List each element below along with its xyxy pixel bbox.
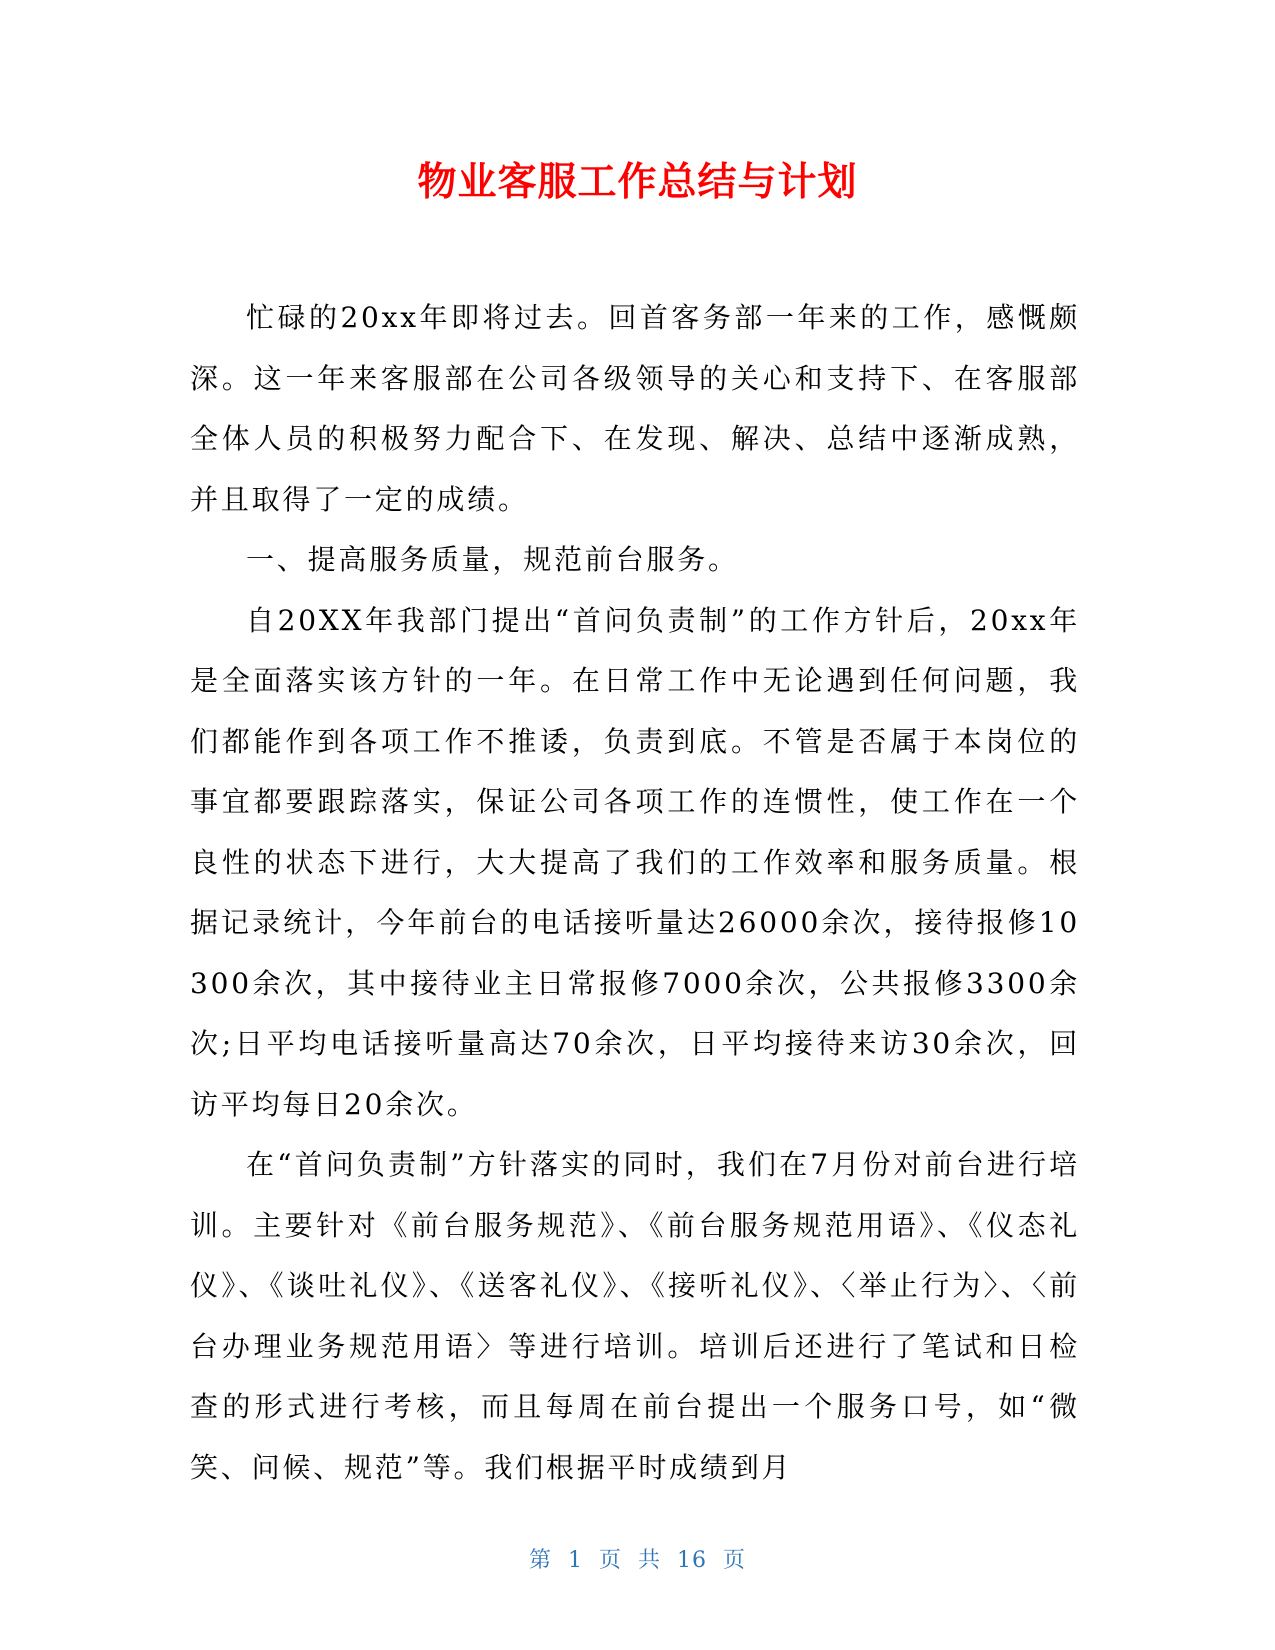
footer-total-pages: 16 bbox=[677, 1548, 708, 1573]
footer-total-prefix: 共 bbox=[638, 1548, 662, 1573]
paragraph-intro: 忙碌的20xx年即将过去。回首客务部一年来的工作，感慨颇深。这一年来客服部在公司各级领导的关心和支持下、在客服部全体人员的积极努力配合下、在发现、解决、总结中逐渐成熟，并且取得了一定的成绩。 bbox=[190, 301, 1080, 516]
paragraph-section-heading: 一、提高服务质量，规范前台服务。 bbox=[246, 543, 739, 576]
footer-current-page: 1 bbox=[567, 1548, 583, 1573]
page-footer bbox=[0, 1543, 1275, 1574]
paragraph-training: 在“首问负责制”方针落实的同时，我们在7月份对前台进行培训。主要针对《前台服务规范》、《前台服务规范用语》、《仪态礼仪》、《谈吐礼仪》、《送客礼仪》、《接听礼仪》、〈举止行为〉、〈前台办理业务规范用语〉等进行培训。培训后还进行了笔试和日检查的形式进行考核，而且每周在前台提出一个服务口号，如“微笑、问候、规范”等。我们根据平时成绩到月 bbox=[190, 1148, 1080, 1484]
document-body bbox=[190, 288, 1080, 1498]
footer-prefix: 第 bbox=[528, 1548, 552, 1573]
document-title: 物业客服工作总结与计划 bbox=[417, 160, 858, 205]
footer-page-word: 页 bbox=[598, 1548, 622, 1573]
footer-suffix: 页 bbox=[723, 1548, 747, 1573]
paragraph-first-question-policy: 自20XX年我部门提出“首问负责制”的工作方针后，20xx年是全面落实该方针的一年。在日常工作中无论遇到任何问题，我们都能作到各项工作不推诿，负责到底。不管是否属于本岗位的事宜都要跟踪落实，保证公司各项工作的连惯性，使工作在一个良性的状态下进行，大大提高了我们的工作效率和服务质量。根据记录统计，今年前台的电话接听量达26000余次，接待报修10300余次，其中接待业主日常报修7000余次，公共报修3300余次;日平均电话接听量高达70余次，日平均接待来访30余次，回访平均每日20余次。 bbox=[190, 603, 1080, 1121]
